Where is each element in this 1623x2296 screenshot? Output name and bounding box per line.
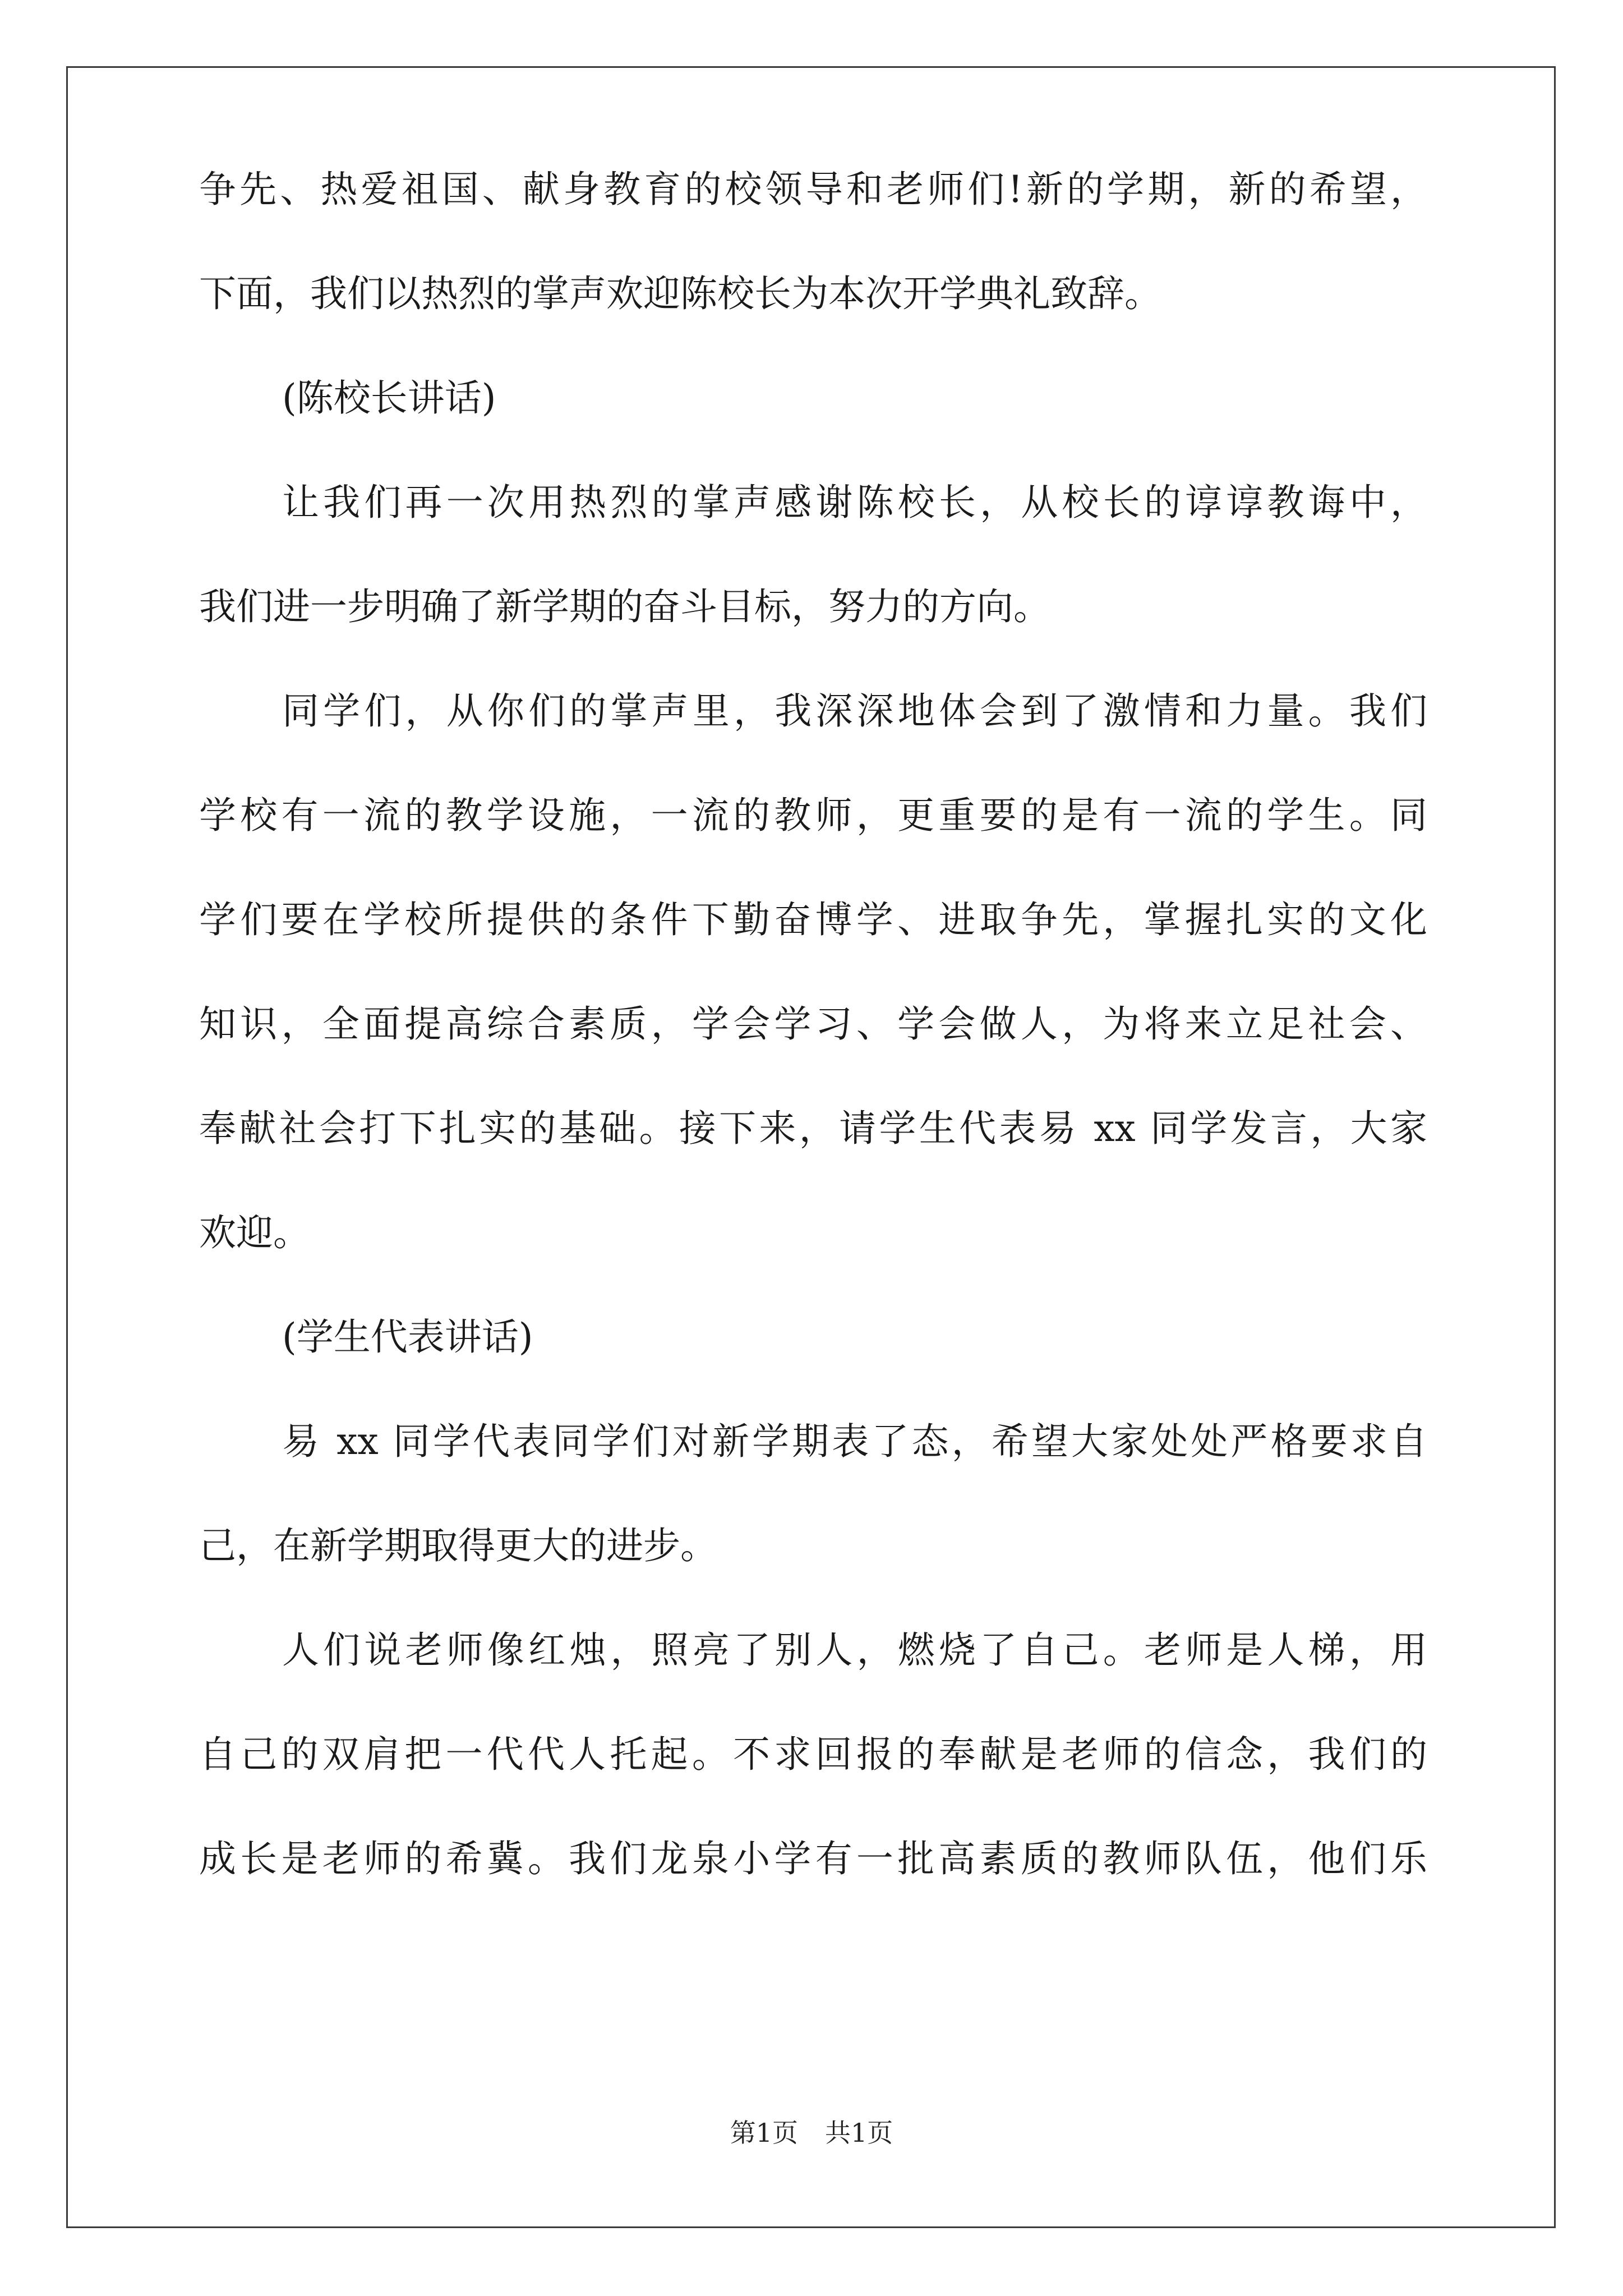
text-line: 欢迎。 xyxy=(199,1211,310,1254)
text-line: 易 xx 同学代表同学们对新学期表了态，希望大家处处严格要求自 xyxy=(282,1420,1427,1463)
text-line: 奉献社会打下扎实的基础。接下来，请学生代表易 xx 同学发言，大家 xyxy=(199,1107,1427,1150)
page-number: 第1页 xyxy=(730,2118,798,2148)
text-line: 学校有一流的教学设施，一流的教师，更重要的是有一流的学生。同 xyxy=(199,794,1427,837)
text-line: (学生代表讲话) xyxy=(282,1315,533,1359)
page-total: 共1页 xyxy=(825,2118,893,2148)
text-line: 自己的双肩把一代代人托起。不求回报的奉献是老师的信念，我们的 xyxy=(199,1733,1427,1776)
text-line: 我们进一步明确了新学期的奋斗目标，努力的方向。 xyxy=(199,585,1050,628)
text-line: (陈校长讲话) xyxy=(282,376,496,420)
text-line: 让我们再一次用热烈的掌声感谢陈校长，从校长的谆谆教诲中， xyxy=(282,481,1427,524)
text-line: 同学们，从你们的掌声里，我深深地体会到了激情和力量。我们 xyxy=(282,689,1427,733)
text-line: 学们要在学校所提供的条件下勤奋博学、进取争先，掌握扎实的文化 xyxy=(199,898,1427,941)
page-footer xyxy=(0,2116,1623,2150)
text-line: 争先、热爱祖国、献身教育的校领导和老师们!新的学期，新的希望， xyxy=(199,168,1427,211)
text-line: 己，在新学期取得更大的进步。 xyxy=(199,1524,717,1567)
text-line: 成长是老师的希冀。我们龙泉小学有一批高素质的教师队伍，他们乐 xyxy=(199,1837,1427,1880)
text-line: 下面，我们以热烈的掌声欢迎陈校长为本次开学典礼致辞。 xyxy=(199,272,1161,315)
text-line: 人们说老师像红烛，照亮了别人，燃烧了自己。老师是人梯，用 xyxy=(282,1628,1427,1672)
text-line: 知识，全面提高综合素质，学会学习、学会做人，为将来立足社会、 xyxy=(199,1002,1427,1046)
